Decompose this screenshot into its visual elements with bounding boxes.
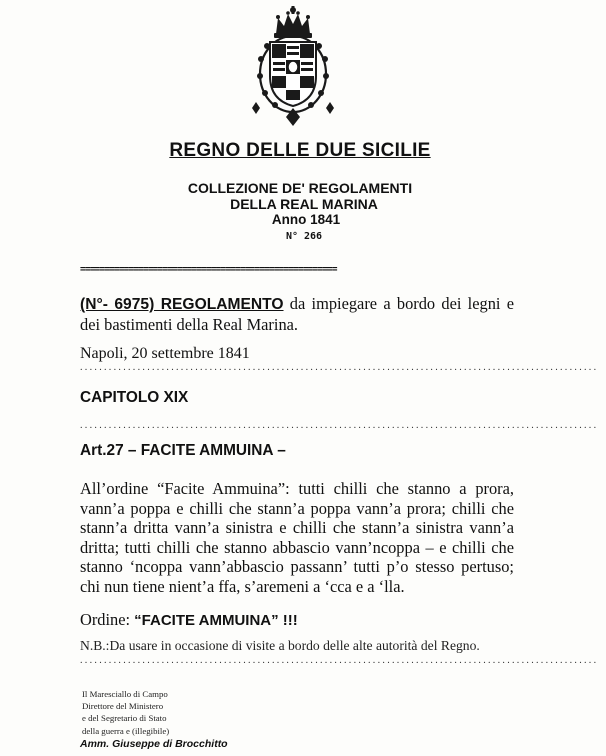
article-text: All’ordine “Facite Ammuina”: tutti chilli che stanno a prora, vann’a poppa e chilli che stann’a poppa vann’a prora; chilli che stann’a dritta vann’a sinistra e chilli che stann’a sinistra vann’a dritta; tutti chilli che stanno abbascio vann’ncoppa – e chilli che stanno ‘ncoppa vann’abbascio passann’ tutti p’o stesso pertuso; chi nun tiene nient’a ffa, s’aremeni a ‘cca e a ‘lla. xyxy=(80,479,514,596)
royal-coat-of-arms-icon xyxy=(246,4,340,128)
collection-title: COLLEZIONE DE' REGOLAMENTI xyxy=(187,180,413,196)
document-date: Napoli, 20 settembre 1841 xyxy=(80,345,250,362)
signatory-name: Amm. Giuseppe di Brocchitto xyxy=(80,738,228,750)
signature-line: Il Maresciallo di Campo xyxy=(82,689,168,699)
order-value: “FACITE AMMUINA” !!! xyxy=(134,612,298,629)
dotted-divider: ............................................................................................................ xyxy=(80,655,599,666)
article-heading: Art.27 – FACITE AMMUINA – xyxy=(80,442,286,459)
order-label: Ordine: xyxy=(80,610,135,629)
year-label: Anno 1841 xyxy=(271,212,341,227)
signature-block xyxy=(82,688,169,737)
chapter-heading: CAPITOLO XIX xyxy=(80,389,189,406)
signature-line: della guerra e (illegibile) xyxy=(82,725,170,736)
signature-line: e del Segretario di Stato xyxy=(82,713,167,724)
dotted-divider: ............................................................................................................ xyxy=(80,420,599,431)
regulation-ref: (N°- 6975) REGOLAMENTO xyxy=(80,296,284,313)
dotted-divider: ............................................................................................................ xyxy=(80,362,599,373)
regulation-paragraph xyxy=(80,294,514,334)
kingdom-title: REGNO DELLE DUE SICILIE xyxy=(169,140,431,161)
regulation-text: da impiegare a bordo dei legni e dei bastimenti della Real Marina. xyxy=(80,294,514,334)
navy-title: DELLA REAL MARINA xyxy=(230,196,378,212)
number-label: N° 266 xyxy=(285,231,323,242)
note-text: N.B.:Da usare in occasione di visite a bordo delle alte autorità del Regno. xyxy=(80,638,480,653)
order-line xyxy=(80,610,298,630)
separator-line: ===================================================== xyxy=(80,264,337,275)
signature-line: Direttore del Ministero xyxy=(82,701,164,712)
